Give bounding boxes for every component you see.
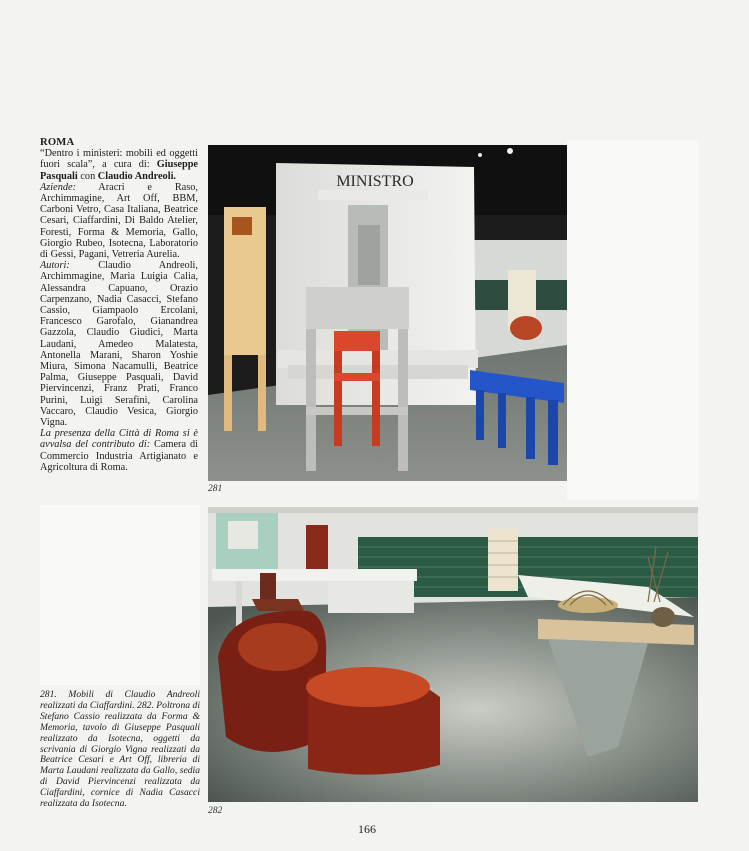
contributo-paragraph (40, 428, 198, 473)
bleed-through-panel (40, 505, 200, 685)
autori-paragraph (40, 260, 198, 428)
photo-282-illustration (208, 507, 698, 802)
figure-caption: 281. Mobili di Claudio Andreoli realizzati da Ciaffardini. 282. Poltrona di Stefano Cassio realizzata da Forma & Memoria, tavolo di Giuseppe Pasquali realizzato da Isotecna, oggetti da scrivania di Giorgio Vigna realizzati da Beatrice Cesari e Art Off, libreria di Marta Laudani realizzata da Gallo, sedia di David Piervincenzi realizzata da Ciaffardini, cornice di Nadia Casacci realizzata da Isotecna. (40, 689, 200, 810)
photo-282-exhibition (208, 507, 698, 802)
ministro-sign: MINISTRO (336, 173, 414, 190)
aziende-label: Aziende: (40, 181, 77, 193)
curator-1: Giuseppe Pasquali (40, 159, 198, 182)
figure-282-number: 282 (208, 806, 223, 816)
intro-paragraph (40, 148, 198, 182)
contributo-label: La presenza della Città di Roma si è avvalsa del contributo di: (40, 428, 198, 451)
aziende-paragraph (40, 182, 198, 260)
intro-prefix: “Dentro i ministeri: mobili ed oggetti fuori scala”, a cura di: (40, 148, 198, 171)
article-text-column (40, 137, 198, 473)
section-heading: ROMA (40, 137, 75, 148)
autori-label: Autori: (40, 260, 70, 272)
curator-2: Claudio Andreoli. (97, 170, 176, 182)
autori-text: Claudio Andreoli, Archimmagine, Maria Luigia Calia, Alessandra Capuano, Orazio Carpenzano, Nadia Casacci, Stefano Cassio, Giampaolo Ercolani, Francesco Garofalo, Gianandrea Gazzola, Claudio Giudici, Marta Laudani, Amedeo Malatesta, Antonella Marani, Sharon Yoshie Miura, Simona Nacamulli, Beatrice Palma, Giuseppe Pasquali, David Piervincenzi, Franz Prati, Franco Purini, Luigi Serafini, Carolina Vaccaro, Claudio Vesica, Giorgio Vigna. (40, 260, 198, 429)
photo-281-exhibition (208, 145, 567, 481)
bleed-through-panel (567, 140, 699, 500)
page-number: 166 (358, 822, 376, 836)
aziende-text: Aracri e Raso, Archimmagine, Art Off, BBM, Carboni Vetro, Casa Italiana, Beatrice Cesari, Ciaffardini, Di Baldo Atelier, Foresti, Forma & Memoria, Gallo, Giorgio Rubeo, Isotecna, Laboratorio di Gessi, Pagani, Vetreria Aurelia. (40, 181, 198, 261)
contributo-text: Camera di Commercio Industria Artigianato e Agricoltura di Roma. (40, 439, 198, 473)
figure-281-number: 281 (208, 484, 223, 494)
photo-281-illustration (208, 145, 567, 481)
intro-join: con (77, 170, 98, 182)
